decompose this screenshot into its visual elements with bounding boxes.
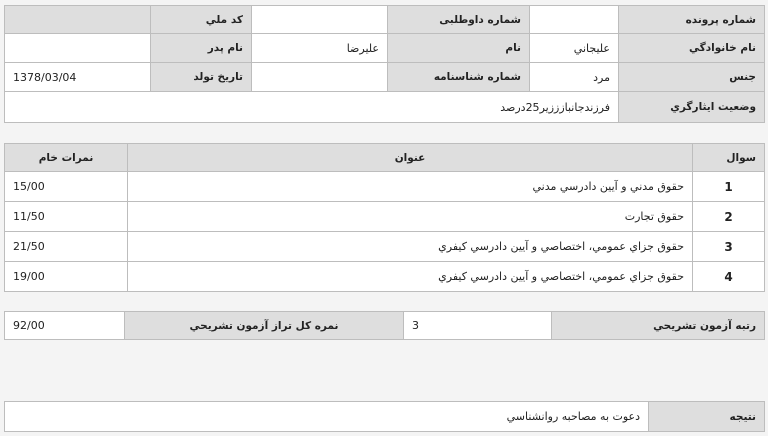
- file-number-label: شماره پرونده: [619, 6, 765, 34]
- total-score-label: نمره كل تراز آزمون تشريحي: [125, 312, 404, 340]
- personal-info-table: [4, 5, 765, 123]
- applicant-number-label: شماره داوطلبی: [388, 6, 530, 34]
- veteran-status-label: وضعيت ايثارگري: [619, 92, 765, 123]
- subject-title: حقوق تجارت: [128, 202, 693, 232]
- question-number: 4: [693, 262, 765, 292]
- rank-label: رتبه آزمون تشريحي: [552, 312, 765, 340]
- raw-score: 11/50: [5, 202, 128, 232]
- veteran-status-value: فرزندجانبازززیر25درصد: [5, 92, 619, 123]
- file-number-value: [530, 6, 619, 34]
- result-value: دعوت به مصاحبه روانشناسي: [5, 402, 649, 432]
- father-name-label: نام پدر: [151, 34, 252, 63]
- national-code-value: [5, 6, 151, 34]
- subject-title: حقوق جزاي عمومي، اختصاصي و آيين دادرسي كيفري: [128, 232, 693, 262]
- id-number-label: شماره شناسنامه: [388, 63, 530, 92]
- question-header: سوال: [693, 144, 765, 172]
- first-name-label: نام: [388, 34, 530, 63]
- question-number: 1: [693, 172, 765, 202]
- rank-value: 3: [404, 312, 552, 340]
- result-table: [4, 401, 765, 432]
- scores-table: [4, 143, 765, 292]
- summary-table: [4, 311, 765, 340]
- last-name-label: نام خانوادگي: [619, 34, 765, 63]
- title-header: عنوان: [128, 144, 693, 172]
- question-number: 3: [693, 232, 765, 262]
- raw-score: 21/50: [5, 232, 128, 262]
- table-row: [5, 262, 765, 292]
- result-label: نتيجه: [649, 402, 765, 432]
- table-row: [5, 172, 765, 202]
- raw-score-header: نمرات خام: [5, 144, 128, 172]
- total-score-value: 92/00: [5, 312, 125, 340]
- table-row: [5, 202, 765, 232]
- birth-date-value: 1378/03/04: [5, 63, 151, 92]
- last-name-value: عليجاني: [530, 34, 619, 63]
- subject-title: حقوق جزاي عمومي، اختصاصي و آيين دادرسي كيفري: [128, 262, 693, 292]
- question-number: 2: [693, 202, 765, 232]
- subject-title: حقوق مدني و آيين دادرسي مدني: [128, 172, 693, 202]
- first-name-value: عليرضا: [252, 34, 388, 63]
- gender-label: جنس: [619, 63, 765, 92]
- applicant-number-value: [252, 6, 388, 34]
- gender-value: مرد: [530, 63, 619, 92]
- raw-score: 19/00: [5, 262, 128, 292]
- birth-date-label: تاريخ تولد: [151, 63, 252, 92]
- father-name-value: [5, 34, 151, 63]
- national-code-label: کد ملي: [151, 6, 252, 34]
- id-number-value: [252, 63, 388, 92]
- raw-score: 15/00: [5, 172, 128, 202]
- table-row: [5, 232, 765, 262]
